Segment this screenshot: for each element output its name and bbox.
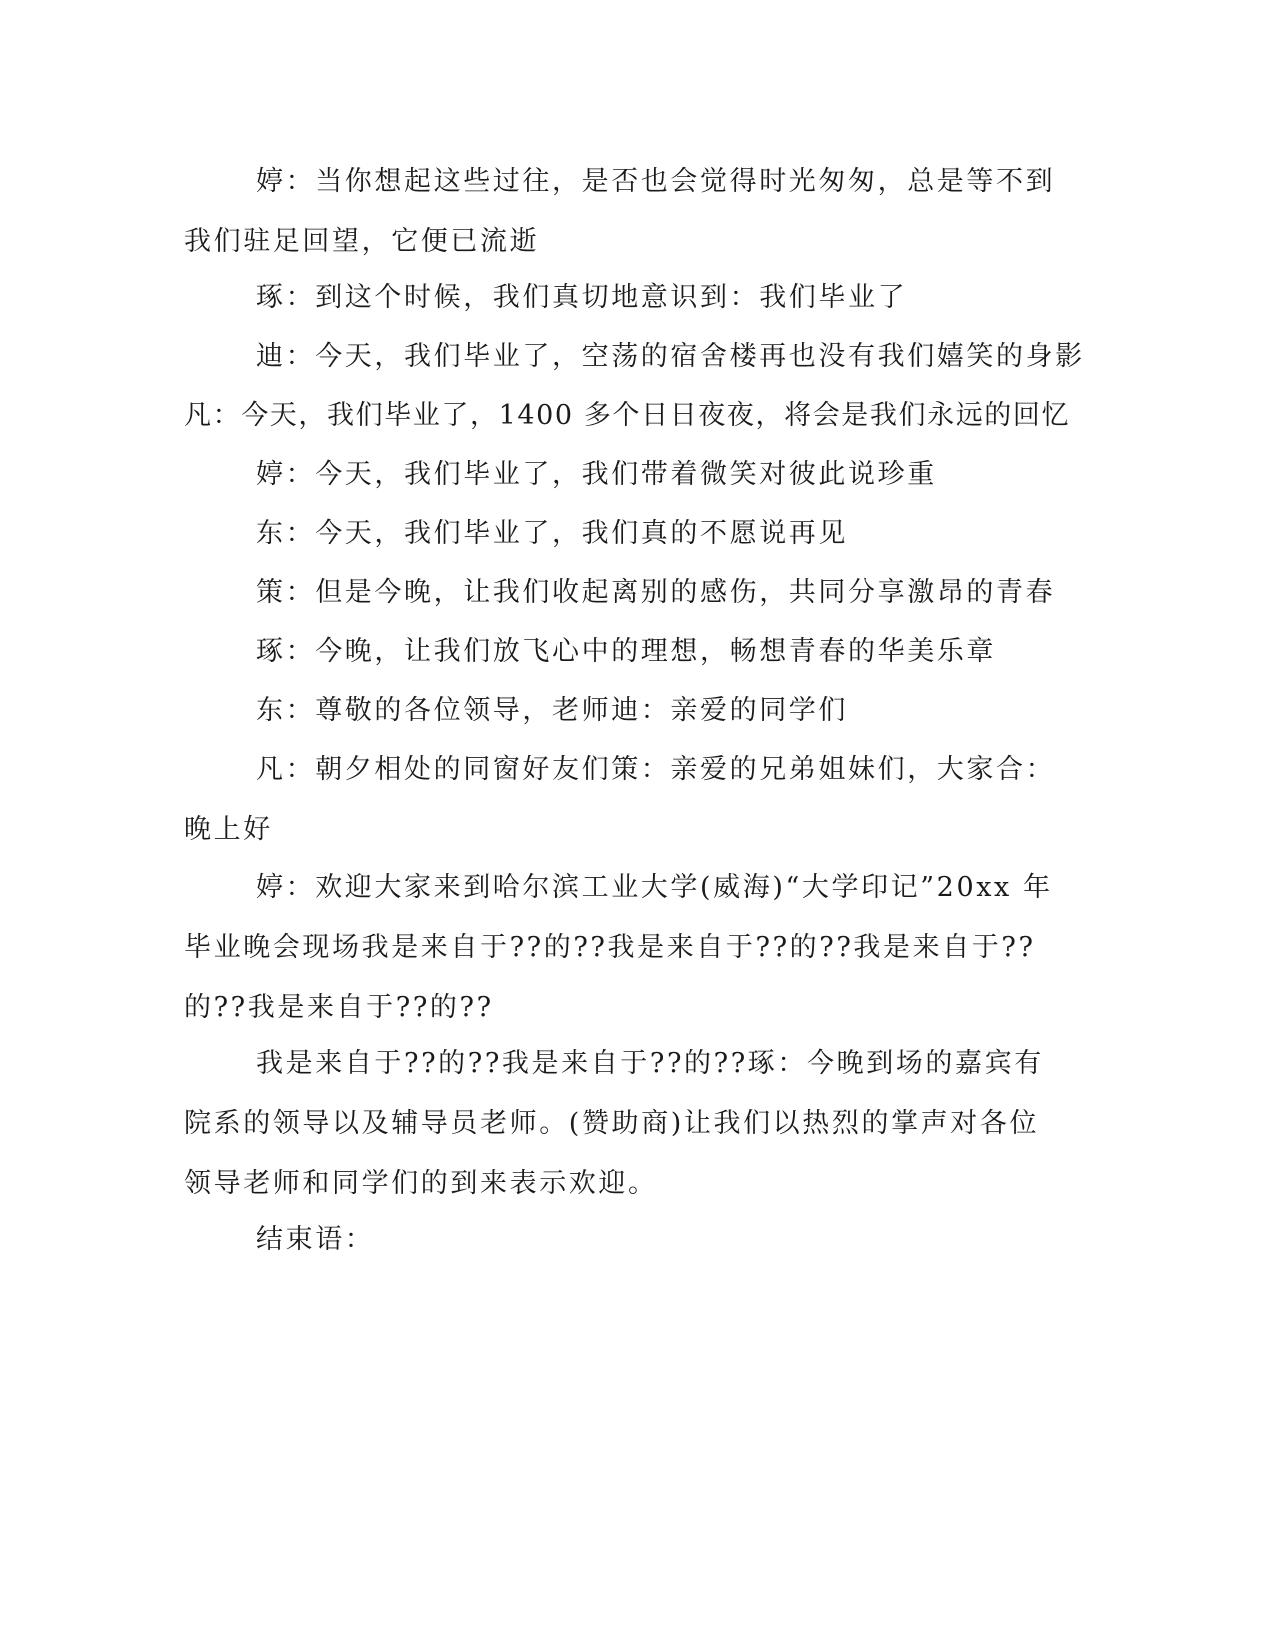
paragraph-10: 凡：朝夕相处的同窗好友们策：亲爱的兄弟姐妹们，大家合：晚上好 xyxy=(184,754,1056,845)
paragraph-9: 东：尊敬的各位领导，老师迪：亲爱的同学们 xyxy=(256,695,848,726)
paragraph-12: 我是来自于??的??我是来自于??的??琢：今晚到场的嘉宾有院系的领导以及辅导员老师。(赞助商)让我们以热烈的掌声对各位领导老师和同学们的到来表示欢迎。 xyxy=(184,1048,1044,1199)
paragraph-7: 策：但是今晚，让我们收起离别的感伤，共同分享激昂的青春 xyxy=(256,577,1056,608)
paragraph-11: 婷：欢迎大家来到哈尔滨工业大学(威海)“大学印记”20xx 年毕业晚会现场我是来自于??的??我是来自于??的??我是来自于??的??我是来自于??的?? xyxy=(184,872,1053,1023)
paragraph-8: 琢：今晚，让我们放飞心中的理想，畅想青春的华美乐章 xyxy=(256,636,996,667)
paragraph-6: 东：今天，我们毕业了，我们真的不愿说再见 xyxy=(256,518,848,549)
paragraph-4: 凡：今天，我们毕业了，1400 多个日日夜夜，将会是我们永远的回忆 xyxy=(184,400,1071,431)
paragraph-3: 迪：今天，我们毕业了，空荡的宿舍楼再也没有我们嬉笑的身影 xyxy=(256,341,1085,372)
paragraph-5: 婷：今天，我们毕业了，我们带着微笑对彼此说珍重 xyxy=(256,459,937,490)
paragraph-1: 婷：当你想起这些过往，是否也会觉得时光匆匆，总是等不到我们驻足回望，它便已流逝 xyxy=(184,166,1056,257)
paragraph-13: 结束语： xyxy=(256,1224,375,1255)
paragraph-2: 琢：到这个时候，我们真切地意识到：我们毕业了 xyxy=(256,282,908,313)
